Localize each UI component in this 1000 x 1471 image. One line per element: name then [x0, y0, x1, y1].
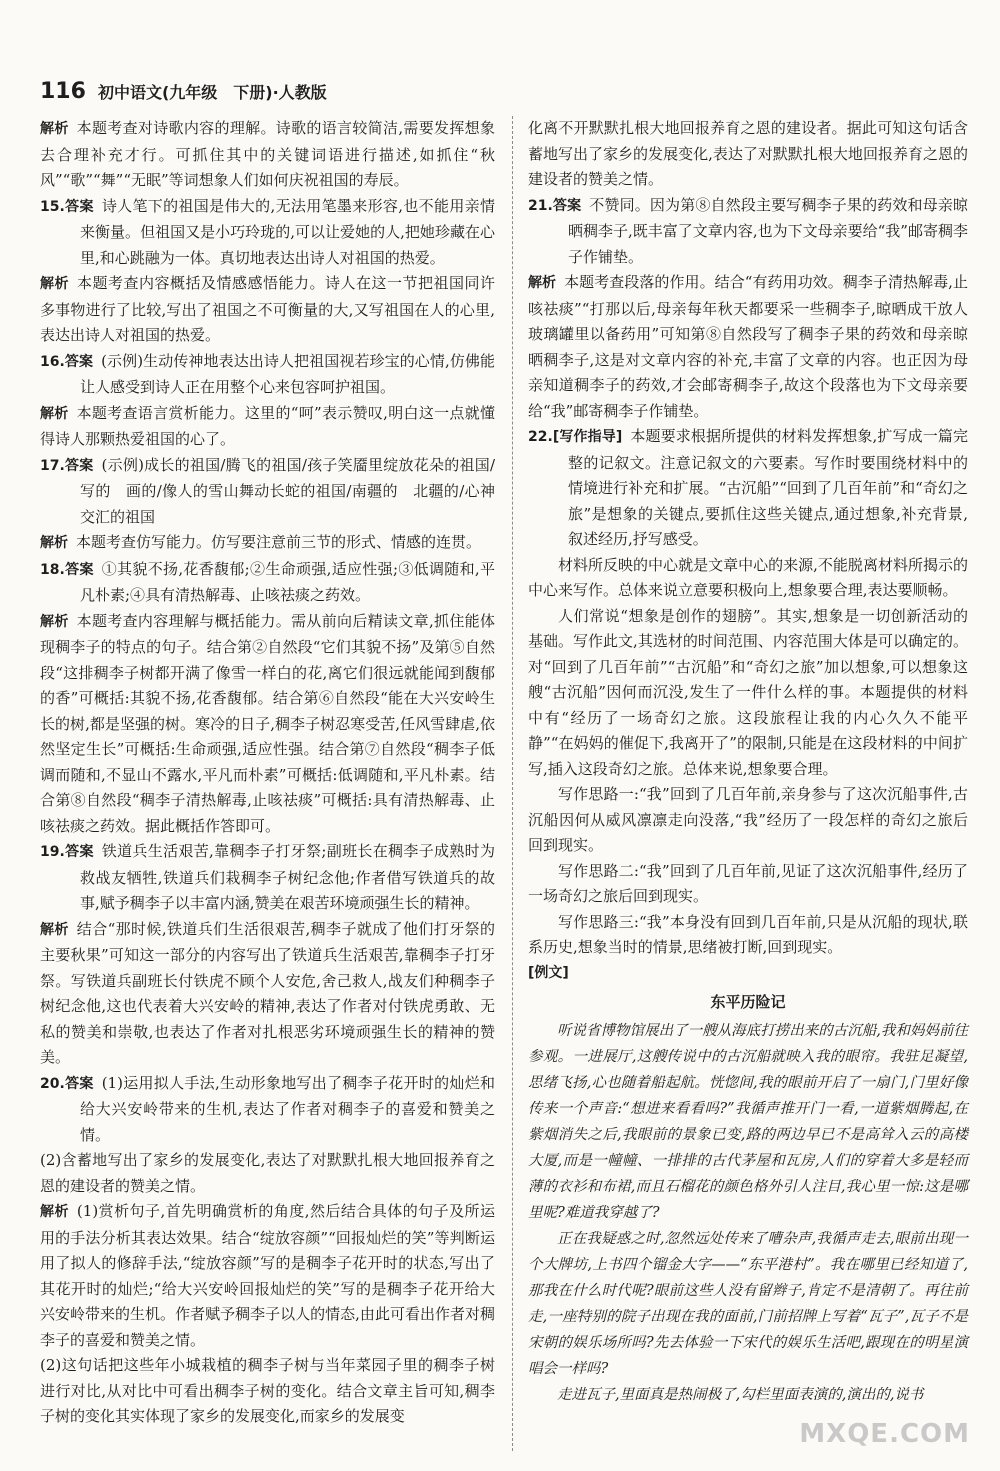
q18-answer: 18.答案 ①其貌不扬,花香馥郁;②生命顽强,适应性强;③低调随和,平凡朴素;④具有清热解毒、止咳祛痰之药效。: [40, 559, 496, 604]
q20-analysis: 解析 (1)赏析句子,首先明确赏析的角度,然后结合具体的句子及所运用的手法分析其表达效果。结合“绽放容颜”“回报灿烂的笑”等判断运用了拟人的修辞手法,“绽放容颜”写的是稠李子花开时的状态,写出了其花开时的灿烂;“给大兴安岭回报灿烂的笑”写的是稠李子花开给大兴安岭带来的生机。作者赋予稠李子以人的情态,由此可看出作者对稠李子的喜爱和赞美之情。: [40, 1202, 496, 1349]
q19-answer: 19.答案 铁道兵生活艰苦,靠稠李子打牙祭;副班长在稠李子成熟时为救战友牺牲,铁道兵们栽稠李子树纪念他;作者借写铁道兵的故事,赋予稠李子以丰富内涵,赞美在艰苦环境顽强生长的精神。: [40, 842, 495, 912]
q22-paragraph-5: 写作思路三:“我”本身没有回到几百年前,只是从沉船的现状,联系历史,想象当时的情景,思绪被打断,回到现实。: [528, 912, 968, 956]
q22-guide: 22.[写作指导] 本题要求根据所提供的材料发挥想象,扩写成一篇完整的记叙文。注意记叙文的六要素。写作时要围绕材料中的情境进行补充和扩展。“古沉船”“回到了几百年前”和“奇幻之旅”是想象的关键点,要抓住这些关键点,通过想象,补充背景,叙述经历,抒写感受。: [528, 427, 969, 548]
q22-paragraph-4: 写作思路二:“我”回到了几百年前,见证了这次沉船事件,经历了一场奇幻之旅后回到现实。: [528, 861, 968, 905]
q20-continued: 化离不开默默扎根大地回报养育之恩的建设者。据此可知这句话含蓄地写出了家乡的发展变化,表达了对默默扎根大地回报养育之恩的建设者的赞美之情。: [528, 119, 968, 188]
essay-paragraph-3: 走进瓦子,里面真是热闹极了,勾栏里面表演的,演出的,说书: [557, 1386, 924, 1403]
essay-paragraph-2: 正在我疑惑之时,忽然远处传来了嘈杂声,我循声走去,眼前出现一个大牌坊,上书四个镏金大字——“东平港村”。我在哪里已经知道了,那我在什么时代呢?眼前这些人没有留辫子,肯定不是清朝了。再往前走,一座特别的院子出现在我的面前,门前招牌上写着“瓦子”,瓦子不是宋朝的娱乐场所吗?先去体验一下宋代的娱乐生活吧,跟现在的明星演唱会一样吗?: [528, 1230, 968, 1377]
left-column: [40, 116, 495, 1430]
right-column: [528, 116, 968, 1408]
q22-paragraph-2: 人们常说“想象是创作的翅膀”。其实,想象是一切创新活动的基础。写作此文,其选材的时间范围、内容范围大体是可以确定的。对“回到了几百年前”“古沉船”和“奇幻之旅”加以想象,可以想象这艘“古沉船”因何而沉没,发生了一件什么样的事。本题提供的材料中有“经历了一场奇幻之旅。这段旅程让我的内心久久不能平静”“在妈妈的催促下,我离开了”的限制,只能是在这段材料的中间扩写,插入这段奇幻之旅。总体来说,想象要合理。: [528, 606, 968, 778]
q18-analysis: 解析 本题考查内容理解与概括能力。需从前向后精读文章,抓住能体现稠李子的特点的句子。结合第②自然段“它们其貌不扬”及第⑤自然段“这排稠李子树都开满了像雪一样白的花,离它们很远就能闻到馥郁的香”可概括:其貌不扬,花香馥郁。结合第⑥自然段“能在大兴安岭生长的树,都是坚强的树。寒冷的日子,稠李子树忍寒受苦,任风雪肆虐,依然坚定生长”可概括:生命顽强,适应性强。结合第⑦自然段“稠李子低调而随和,不显山不露水,平凡而朴素”可概括:低调随和,平凡朴素。结合第⑧自然段“稠李子清热解毒,止咳祛痰”可概括:具有清热解毒、止咳祛痰之药效。据此概括作答即可。: [40, 611, 495, 835]
q22-paragraph-3: 写作思路一:“我”回到了几百年前,亲身参与了这次沉船事件,古沉船因何从威风凛凛走向没落,“我”经历了一段怎样的奇幻之旅后回到现实。: [528, 785, 968, 854]
q16-analysis: 解析 本题考查语言赏析能力。这里的“呵”表示赞叹,明白这一点就懂得诗人那颗热爱祖国的心了。: [40, 403, 495, 448]
page-number: 116: [40, 78, 86, 104]
q19-analysis: 解析 结合“那时候,铁道兵们生活很艰苦,稠李子就成了他们打牙祭的主要秋果”可知这一部分的内容写出了铁道兵生活艰苦,靠稠李子打牙祭。写铁道兵副班长付铁虎不顾个人安危,舍己救人,战友们种稠李子树纪念他,这也代表着大兴安岭的精神,表达了作者对付铁虎勇敢、无私的赞美和崇敬,也表达了作者对扎根恶劣环境顽强生长的精神的赞美。: [40, 919, 496, 1066]
q17-analysis: 解析 本题考查仿写能力。仿写要注意前三节的形式、情感的连贯。: [40, 533, 482, 551]
essay-paragraph-1: 听说省博物馆展出了一艘从海底打捞出来的古沉船,我和妈妈前往参观。一进展厅,这艘传说中的古沉船就映入我的眼帘。我驻足凝望,思绪飞扬,心也随着船起航。恍惚间,我的眼前开启了一扇门,门里好像传来一个声音:“想进来看看吗?”我循声推开门一看,一道紫烟腾起,在紫烟消失之后,我眼前的景象已变,路的两边早已不是高耸入云的高楼大厦,而是一幢幢、一排排的古代茅屋和瓦房,人们的穿着大多是轻而薄的衣衫和布裙,而且石榴花的颜色格外引人注目,我心里一惊:这是哪里呢?难道我穿越了?: [528, 1022, 968, 1221]
q16-answer: 16.答案 (示例)生动传神地表达出诗人把祖国视若珍宝的心情,仿佛能让人感受到诗人正在用整个心来包容呵护祖国。: [40, 351, 496, 396]
q20-answer-2: (2)含蓄地写出了家乡的发展变化,表达了对默默扎根大地回报养育之恩的建设者的赞美之情。: [40, 1151, 495, 1195]
example-label: [例文]: [528, 964, 569, 981]
watermark: MXQE.COM: [799, 1419, 970, 1449]
q17-answer: 17.答案 (示例)成长的祖国/腾飞的祖国/孩子笑靥里绽放花朵的祖国/写的 画的/像人的雪山舞动长蛇的祖国/南疆的 北疆的/心神交汇的祖国: [40, 455, 496, 526]
q22-paragraph-1: 材料所反映的中心就是文章中心的来源,不能脱离材料所揭示的中心来写作。总体来说立意要积极向上,想象要合理,表达要顺畅。: [528, 555, 968, 599]
q15-answer: 15.答案 诗人笔下的祖国是伟大的,无法用笔墨来形容,也不能用亲情来衡量。但祖国又是小巧玲珑的,可以让爱她的人,把她珍藏在心里,和心跳融为一体。真切地表达出诗人对祖国的热爱。: [40, 196, 495, 267]
book-title: 初中语文(九年级 下册)·人教版: [97, 82, 327, 102]
page-header: [40, 74, 960, 108]
q21-answer: 21.答案 不赞同。因为第⑧自然段主要写稠李子果的药效和母亲晾晒稠李子,既丰富了文章内容,也为下文母亲要给“我”邮寄稠李子作铺垫。: [528, 195, 968, 266]
q15-analysis: 解析 本题考查内容概括及情感感悟能力。诗人在这一节把祖国同许多事物进行了比较,写出了祖国之不可衡量的大,又写祖国在人的心里,表达出诗人对祖国的热爱。: [40, 274, 495, 344]
q21-analysis: 解析 本题考查段落的作用。结合“有药用功效。稠李子清热解毒,止咳祛痰”“打那以后,母亲每年秋天都要采一些稠李子,晾晒成干放人玻璃罐里以备药用”可知第⑧自然段写了稠李子果的药效和母亲晾晒稠李子,这是对文章内容的补充,丰富了文章的内容。也正因为母亲知道稠李子的药效,才会邮寄稠李子,故这个段落也为下文母亲要给“我”邮寄稠李子作铺垫。: [528, 273, 968, 420]
intro-analysis: 解析 本题考查对诗歌内容的理解。诗歌的语言较简洁,需要发挥想象去合理补充才行。可抓住其中的关键词语进行描述,如抓住“秋风”“歌”“舞”“无眠”等词想象人们如何庆祝祖国的寿辰。: [40, 119, 495, 189]
q20-answer: 20.答案 (1)运用拟人手法,生动形象地写出了稠李子花开时的灿烂和给大兴安岭带来的生机,表达了作者对稠李子的喜爱和赞美之情。: [40, 1073, 495, 1144]
q20-analysis-2: (2)这句话把这些年小城栽植的稠李子树与当年菜园子里的稠李子树进行对比,从对比中可看出稠李子树的变化。结合文章主旨可知,稠李子树的变化其实体现了家乡的发展变化,而家乡的发展变: [40, 1356, 495, 1425]
column-divider: [512, 116, 513, 1451]
essay-title: 东平历险记: [710, 993, 786, 1011]
